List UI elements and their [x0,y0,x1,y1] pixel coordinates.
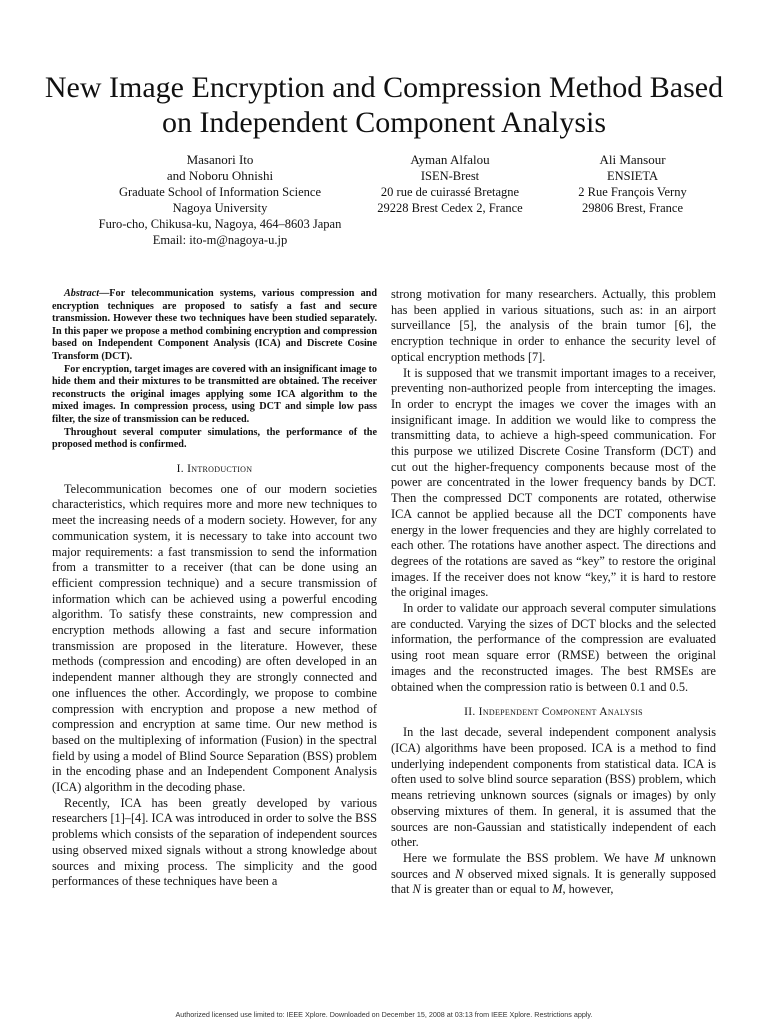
author-name: Ayman Alfalou [410,152,490,167]
body-paragraph: Recently, ICA has been greatly developed by various researchers [1]–[4]. ICA was introduced in order to solve the BSS problems which consists of the separation of independent sources using observed mixed signals without a strong knowledge about sources and mixing process. The simplicity and the good performances of these techniques have been a [52,795,377,889]
author-affiliation: Nagoya University [172,201,268,215]
body-paragraph: strong motivation for many researchers. Actually, this problem has been applied in various situations, such as: in an airport surveillance [5], the analysis of the brain tumor [6], the encryption technique in order to enhance the security level of optical encryption methods [7]. [391,287,716,364]
body-paragraph: It is supposed that we transmit important images to a receiver, preventing non-authorized people from intercepting the images. In order to encrypt the images we cover the images with an insignificant image. In addition we would like to compress the transmitting data, to achieve a high-speed communication. For this purpose we utilized Discrete Cosine Transform (DCT) and cut out the higher-frequency components because most of the power are concentrated in the lower frequency bands by DCT. Then the compressed DCT components are rotated, otherwise ICA cannot be applied because all the DCT components have energy in the lower frequencies and they are highly correlated to each other. The rotations have another aspect. The directions and degrees of the rotations are saved as “key” to restore the original images. If the receiver does not know “key,” it is hard to restore the original images. [391,365,716,600]
author-affiliation: Furo-cho, Chikusa-ku, Nagoya, 464–8603 Japan [98,217,342,231]
section-heading-ica: II. Independent Component Analysis [464,706,643,719]
abstract-label: Abstract [64,288,100,299]
author-name: and Noboru Ohnishi [166,168,274,183]
author-affiliation: Graduate School of Information Science [118,185,321,199]
author-affiliation: ENSIETA [606,169,659,183]
author-email: Email: ito-m@nagoya-u.jp [152,233,288,247]
section-heading-introduction: I. Introduction [176,462,253,475]
author-affiliation: 29228 Brest Cedex 2, France [377,201,523,215]
body-paragraph: In the last decade, several independent component analysis (ICA) algorithms have been proposed. ICA is a method to find underlying independent components from statistical data. ICA is often used to solve blind source separation (BSS) problem, which means retrieving unknown sources (signals or images) by only observing mixtures of them. In general, it is assumed that the sources are non-Gaussian and statistically independent of each other. [391,725,716,850]
download-footer: Authorized licensed use limited to: IEEE Xplore. Downloaded on December 15, 2008 at 03:13 from IEEE Xplore. Restrictions apply. [175,1010,593,1019]
author-name: Masanori Ito [186,152,254,167]
author-ito-ohnishi [60,152,380,248]
author-alfalou [360,152,540,216]
paper-title: New Image Encryption and Compression Method Based on Independent Component Analysis [44,71,724,139]
math-var-m: M [654,850,665,865]
author-affiliation: 29806 Brest, France [581,201,684,215]
author-name: Ali Mansour [599,152,666,167]
author-affiliation: 2 Rue François Verny [578,185,687,199]
abstract-paragraph: Throughout several computer simulations, the performance of the proposed method is confirmed. [52,426,377,451]
body-paragraph: In order to validate our approach several computer simulations are conducted. Varying the sizes of DCT blocks and the selected information, the performance of the compression are evaluated using root mean square error (RMSE) between the original images and the reconstructed images. The best RMSEs are obtained when the compression ratio is between 0.1 and 0.5. [391,601,716,694]
math-var-m: M [552,882,563,897]
body-paragraph: Here we formulate the BSS problem. We have M unknown sources and N observed mixed signals. It is generally supposed that N is greater than or equal to M, however, [391,850,716,897]
author-mansour [545,152,720,216]
abstract-paragraph: For encryption, target images are covered with an insignificant image to hide them and their mixtures to be transmitted are obtained. The receiver reconstructs the original images applying some ICA algorithm to the mixed images. In compression process, using DCT and simple low pass filter, the size of transmission can be reduced. [52,363,377,425]
author-affiliation: 20 rue de cuirassé Bretagne [380,185,520,199]
abstract-paragraph: Abstract—For telecommunication systems, various compression and encryption techniques are proposed to satisfy a fast and secure transmission. However these two techniques have been studied separately. In this paper we propose a method combining encryption and compression based on Independent Component Analysis (ICA) and Discrete Cosine Transform (DCT). [52,288,377,362]
right-column [391,287,716,898]
abstract [52,288,377,452]
math-var-n: N [455,866,464,881]
left-column [52,288,377,890]
math-var-n: N [412,882,421,897]
body-paragraph: Telecommunication becomes one of our modern societies characteristics, which requires more and more new techniques to meet the increasing needs of a modern society. However, for any communication system, it is necessary to take into account two major requirements: a fast transmission to send the information from a transmitter to a receiver (that can be done using an efficient compression technique) and a secure transmission of information which can be achieved using a powerful encoding algorithm. To satisfy these constraints, new compression and encryption methods allowing a fast and secure information transmission are proposed in the literature. However, these methods (compression and encoding) are often developed in an independent manner although they are strongly connected and one influences the other. Accordingly, we propose to combine compression with encryption and propose a new method of compression and encryption at same time. Our new method is based on the multiplexing of information (Fusion) in the spectral field by using a model of Blind Source Separation (BSS) problem in the encoding phase and an Independent Component Analysis (ICA) algorithm in the decoding phase. [52,481,377,795]
author-affiliation: ISEN-Brest [420,169,480,183]
